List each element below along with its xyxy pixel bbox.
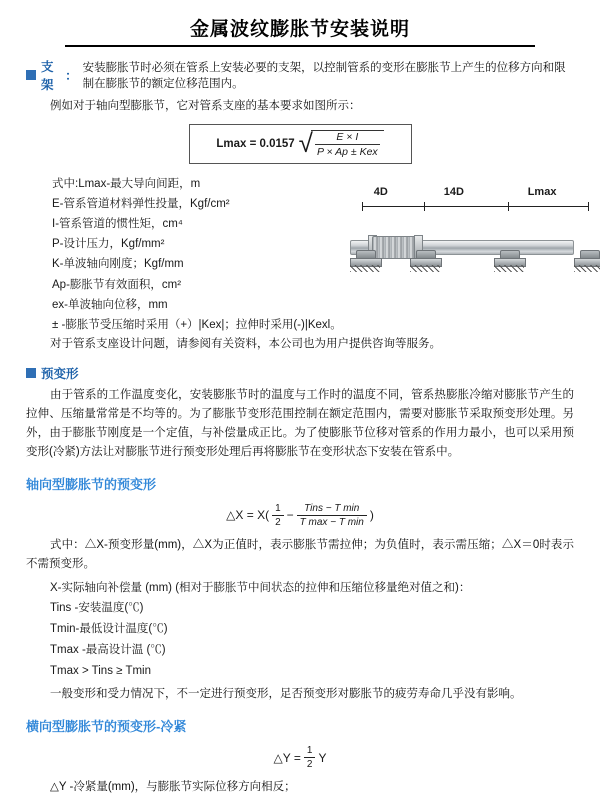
axial-formula-half — [272, 503, 284, 528]
lmax-fraction-denominator: P × Ap ± Kex — [316, 145, 378, 158]
lateral-half-numerator: 1 — [304, 745, 316, 758]
lateral-note: △Y -冷紧量(mm)，与膨胀节实际位移方向相反； — [50, 781, 296, 794]
page-title: 金属波纹膨胀节安装说明 — [189, 19, 410, 40]
axial-variable-item: Tins -安装温度(℃) — [50, 602, 144, 615]
legend-item: 式中:Lmax-最大导向间距，m — [52, 177, 201, 190]
axial-formula-minus: − — [286, 508, 294, 523]
axial-formula-inline — [226, 503, 374, 528]
axial-formula-lhs: △X = X( — [226, 508, 270, 523]
lmax-formula — [189, 124, 412, 164]
figure-dimension-lines — [348, 202, 574, 212]
pipe-support-guide-2 — [494, 250, 524, 272]
legend-item: ± -膨胀节受压缩时采用（+）|Kex|；拉伸时采用(-)|Kexl。 — [52, 318, 342, 331]
legend-item: Ap-膨胀节有效面积，cm² — [52, 278, 182, 291]
section-heading-support — [26, 57, 574, 93]
lateral-formula-inline — [274, 745, 327, 770]
predeform-para1: 由于管系的工作温度变化，安装膨胀节时的温度与工作时的温度不同，管系热膨胀冷缩对膨胀节产生的拉伸、压缩量常常是不均等的。为了膨胀节变形范围控制在额定范围内，需要对膨胀节采取预变形处理。另外，由于膨胀节刚度是一个定值，与补偿量成正比。为了使膨胀节位移对管系的作用力最小，也可以采用预变形(冷紧)方法让对膨胀节进行预变形处理后再将膨胀节在变形状态下安装在管系中。 — [26, 388, 574, 458]
dim-segment-14d — [424, 206, 508, 207]
sqrt-sign-icon: √ — [298, 127, 313, 158]
axial-variable-item: X-实际轴向补偿量 (mm) (相对于膨胀节中间状态的拉伸和压缩位移量绝对值之和)： — [50, 581, 471, 594]
blue-square-bullet-icon — [26, 70, 36, 80]
title-divider — [65, 45, 535, 47]
axial-variable-list — [26, 578, 574, 681]
pipe-support-guide-3 — [574, 250, 600, 272]
axial-variable-item: Tmin-最低设计温度(℃) — [50, 623, 168, 636]
lateral-half-denominator: 2 — [306, 759, 313, 771]
axial-predeform-formula — [26, 503, 574, 528]
support-para2: 例如对于轴向型膨胀节，它对管系支座的基本要求如图所示： — [50, 100, 361, 112]
dim-tick — [588, 202, 589, 211]
figure-dimension-labels — [348, 186, 574, 202]
axial-half-denominator: 2 — [275, 516, 281, 528]
lmax-fraction-numerator: E × I — [315, 131, 380, 145]
axial-note2: 一般变形和受力情况下，不一定进行预变形，足否预变形对膨胀节的疲劳寿命几乎没有影响。 — [50, 688, 522, 701]
axial-formula-rhs: ) — [369, 508, 374, 523]
axial-variable-item: Tmax -最高设计温 (℃) — [50, 643, 166, 656]
axial-temp-numerator: Tins − T min — [297, 503, 367, 516]
lateral-formula-half — [304, 745, 316, 770]
lateral-formula-rhs: Y — [318, 750, 327, 765]
figure-label-4d: 4D — [373, 185, 388, 198]
pipe-support-guide-1 — [410, 250, 440, 272]
document-body — [0, 57, 600, 797]
support-hatching — [350, 265, 380, 272]
support-hatching — [494, 265, 524, 272]
axial-variable-item: Tmax > Tins ≥ Tmin — [50, 664, 151, 677]
section-heading-support-label: 支架 — [41, 60, 54, 92]
lmax-fraction — [311, 130, 384, 158]
legend-item: I-管系管道的惯性矩，cm⁴ — [52, 218, 183, 231]
figure-label-14d: 14D — [443, 185, 464, 198]
support-hatching — [574, 265, 600, 272]
pipe-support-anchor — [350, 250, 380, 272]
legend-item: E-管系管道材料弹性投量，Kgf/cm² — [52, 198, 230, 211]
lmax-formula-lhs: Lmax = 0.0157 — [216, 137, 295, 150]
document-page — [0, 14, 600, 794]
axial-temp-denominator: T max − T min — [299, 516, 364, 528]
legend-item: P-设计压力，Kgf/mm² — [52, 238, 165, 251]
legend-item: K-单波轴向刚度；Kgf/mm — [52, 258, 184, 271]
subheading-axial-predeform: 轴向型膨胀节的预变形 — [26, 476, 157, 492]
support-para3: 对于管系支座设计问题，请参阅有关资料，本公司也为用户提供咨询等服务。 — [50, 337, 441, 350]
support-intro-text: 安装膨胀节时必须在管系上安装必要的支架，以控制管系的变形在膨胀节上产生的位移方向和限制在膨胀节的额定位移范围内。 — [82, 62, 566, 90]
blue-square-bullet-icon — [26, 368, 36, 378]
dim-segment-lmax — [508, 206, 588, 207]
axial-note1: 式中：△X-预变形量(mm)，△X为正值时，表示膨胀节需拉伸；为负值时，表示需压缩；△X＝0时表示不需预变形。 — [26, 538, 574, 570]
lmax-legend-list — [26, 174, 342, 335]
figure-label-lmax: Lmax — [527, 185, 557, 198]
section-heading-predeform — [26, 364, 574, 382]
section-heading-predeform-label: 预变形 — [41, 366, 79, 381]
section-heading-support-colon: ： — [65, 69, 78, 83]
pipe-support-diagram — [348, 186, 574, 304]
legend-and-figure-row — [26, 174, 574, 335]
lmax-sqrt-group — [298, 127, 384, 158]
pipe-assembly-graphic — [348, 214, 574, 294]
lateral-predeform-formula — [26, 745, 574, 770]
subheading-lateral-predeform: 横向型膨胀节的预变形-冷紧 — [26, 719, 187, 735]
legend-item: ex-单波轴向位移，mm — [52, 298, 168, 311]
axial-formula-temp-fraction — [297, 503, 367, 528]
axial-half-numerator: 1 — [272, 503, 284, 516]
support-hatching — [410, 265, 440, 272]
dim-segment-4d — [362, 206, 424, 207]
lateral-formula-lhs: △Y = — [273, 750, 301, 765]
